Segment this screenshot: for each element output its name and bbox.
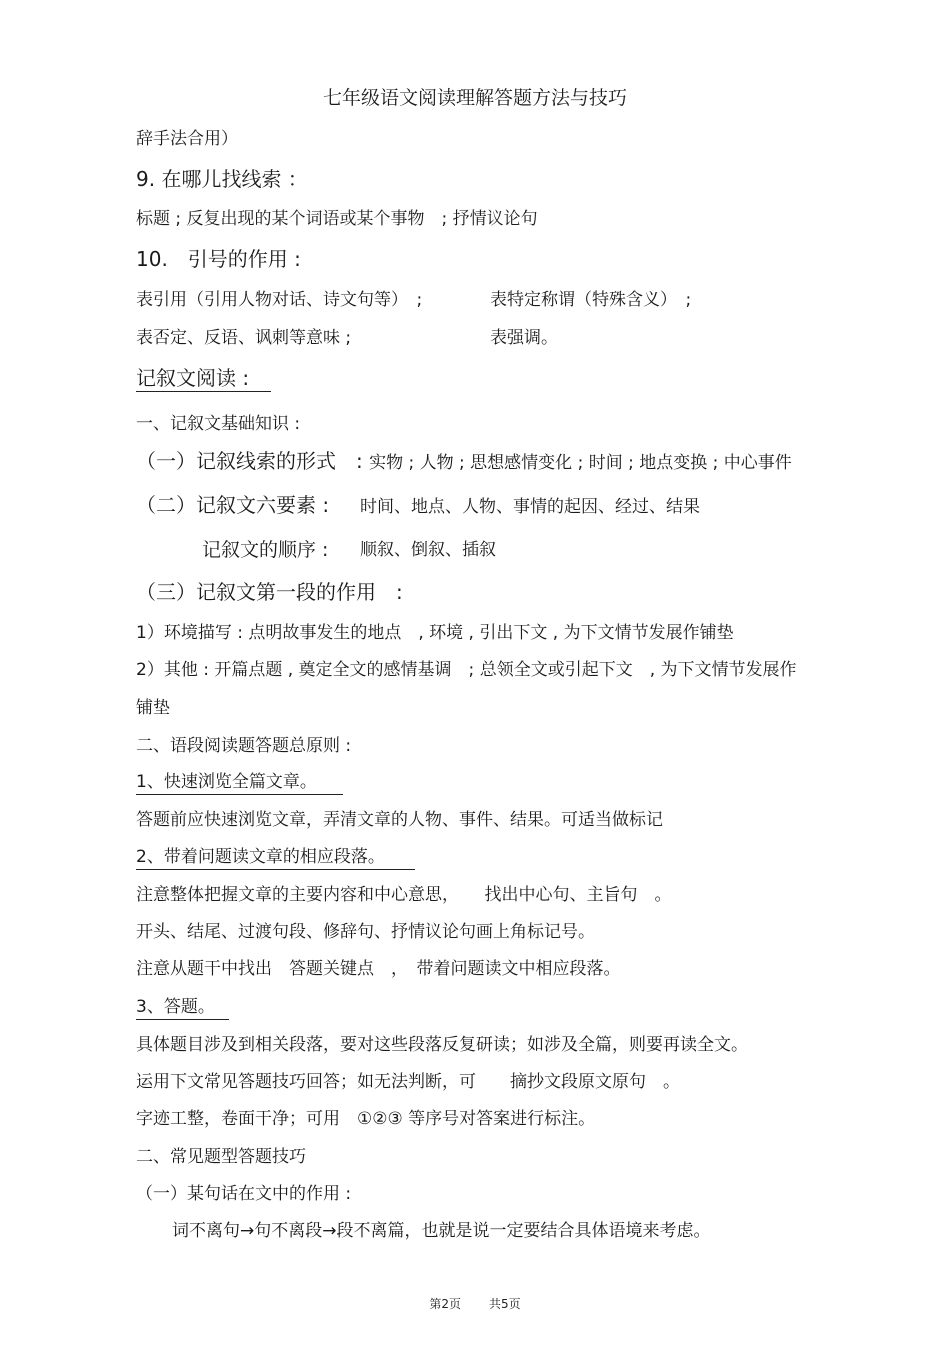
text-line: 辞手法合用） — [136, 129, 238, 149]
text-line: 词不离句→句不离段→段不离篇，也就是说一定要结合具体语境来考虑。 — [172, 1221, 711, 1241]
text-line: 2）其他 : 开篇点题 , 奠定全文的感情基调 ; 总领全文或引起下文 , 为下文情节发展作 — [136, 660, 797, 680]
subsection-heading: 记叙文的顺序 : — [202, 539, 329, 561]
page-total: 共5页 — [489, 1297, 521, 1311]
text-line: 答题前应快速浏览文章，弄清文章的人物、事件、结果。可适当做标记 — [136, 810, 663, 830]
text-line: 1）环境描写 : 点明故事发生的地点 , 环境 , 引出下文 , 为下文情节发展作铺垫 — [136, 623, 734, 643]
text-line: 具体题目涉及到相关段落，要对这些段落反复研读；如涉及全篇，则要再读全文。 — [136, 1035, 748, 1055]
text-line: 时间、地点、人物、事情的起因、经过、结果 — [360, 497, 700, 517]
text-line: 表强调。 — [490, 328, 558, 348]
section-heading: 记叙文阅读 : — [136, 367, 271, 392]
text-line: 二、常见题型答题技巧 — [136, 1147, 306, 1167]
text-line: 实物 ; 人物 ; 思想感情变化 ; 时间 ; 地点变换 ; 中心事件 — [369, 453, 792, 473]
subsection-heading: （一）记叙线索的形式 : — [136, 449, 370, 473]
text-line: 表特定称谓（特殊含义） ; — [490, 290, 692, 310]
text-line: 一、记叙文基础知识 : — [136, 414, 301, 434]
section-heading: 10. 引号的作用 : — [136, 247, 301, 271]
text-line: 标题 ; 反复出现的某个词语或某个事物 ; 抒情议论句 — [136, 209, 538, 229]
page-number: 第2页 — [429, 1297, 461, 1311]
text-line: 字迹工整，卷面干净；可用 ①②③ 等序号对答案进行标注。 — [136, 1109, 596, 1129]
subsection-heading: （二）记叙文六要素 : — [136, 493, 330, 517]
text-line: 运用下文常见答题技巧回答；如无法判断，可 摘抄文段原文原句 。 — [136, 1072, 680, 1092]
text-line: 二、语段阅读题答题总原则 : — [136, 736, 352, 756]
page-footer — [0, 1295, 950, 1312]
subsection-heading: （一）某句话在文中的作用 : — [136, 1184, 352, 1204]
text-line: 表引用（引用人物对话、诗文句等） ; — [136, 290, 423, 310]
text-line: 顺叙、倒叙、插叙 — [360, 540, 496, 560]
subsection-heading: 2、带着问题读文章的相应段落。 — [136, 846, 415, 870]
text-line: 开头、结尾、过渡句段、修辞句、抒情议论句画上角标记号。 — [136, 922, 595, 942]
text-line: 注意整体把握文章的主要内容和中心意思， 找出中心句、主旨句 。 — [136, 885, 672, 905]
text-line: 注意从题干中找出 答题关键点 ， 带着问题读文中相应段落。 — [136, 959, 621, 979]
page-title: 七年级语文阅读理解答题方法与技巧 — [322, 87, 627, 109]
subsection-heading: 1、快速浏览全篇文章。 — [136, 771, 343, 795]
section-heading: 9. 在哪儿找线索 ： — [136, 167, 308, 191]
subsection-heading: （三）记叙文第一段的作用 : — [136, 580, 403, 604]
text-line: 表否定、反语、讽刺等意味 ; — [136, 328, 352, 348]
text-line: 铺垫 — [136, 698, 170, 718]
subsection-heading: 3、答题。 — [136, 996, 229, 1020]
